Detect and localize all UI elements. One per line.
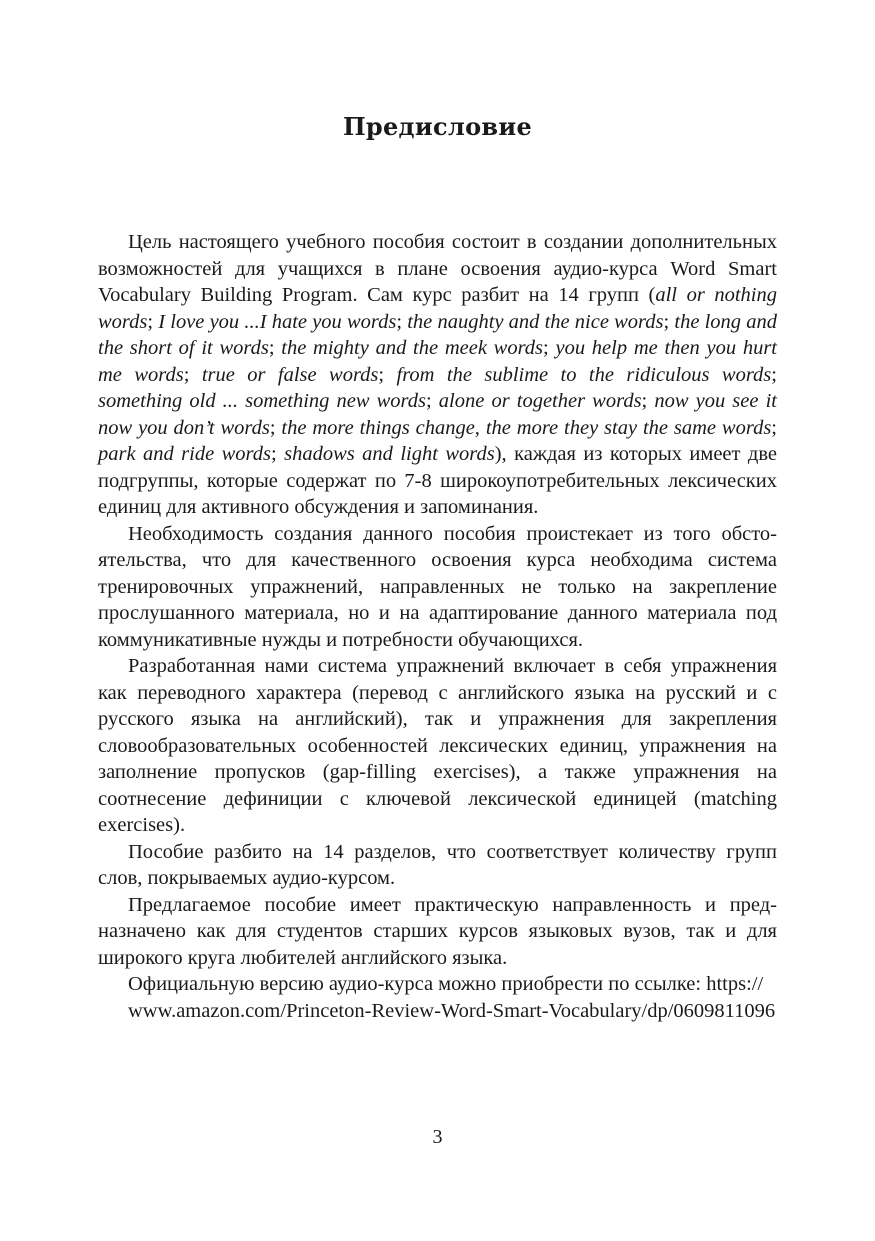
separator: ; (771, 363, 777, 386)
paragraph-text: ), каждая из которых имеет две подгруппы, которые содержат по 7-8 широкоупотребительных лексических единиц для активного обсуждения и запоминания. (98, 443, 777, 518)
purchase-text: Официальную версию аудио-курса можно приобрести по ссылке: https:// (128, 973, 764, 995)
group-name: from the sublime to the ridiculous words (396, 363, 772, 386)
group-name: true or false words (201, 363, 379, 386)
group-name: the more things change, the more they stay the same words (281, 416, 772, 439)
separator: ; (771, 416, 777, 439)
group-name: something old ... something new words (98, 390, 426, 412)
paragraph-audience: Предлагаемое пособие имеет практическую направленность и предназначено как для студентов старших курсов языковых вузов, так и для широкого круга любителей английского языка. (98, 893, 777, 969)
page-number: 3 (432, 1126, 443, 1148)
separator: ; (378, 363, 397, 386)
group-name: the long and the short of it words (98, 310, 777, 359)
preface-body (98, 229, 777, 1024)
separator: ; (663, 310, 675, 333)
separator: ; (426, 390, 439, 412)
paragraph-purchase-link (98, 971, 777, 1024)
group-name: you help me then you hurt me words (98, 337, 777, 386)
paragraph-text: Цель настоящего учебного пособия состоит в создании дополнительных возможностей для учащихся в плане освоения аудио-курса Word Smart Vocabulary Building Program. Сам курс разбит на 14 групп ( (98, 231, 777, 306)
paragraph-exercises: Разработанная нами система упражнений включает в себя упражнения как переводного характера (перевод с английского языка на русский и с русского языка на английский), так и упражнения для закрепления словообразовательных особенностей лексических единиц, упражнения на заполнение пропусков (gap-filling exercises), а также упражнения на соотнесение дефиниции с ключевой лексической единицей (matching exercises). (98, 655, 777, 836)
separator: ; (396, 310, 408, 333)
group-name: alone or together words (438, 390, 642, 412)
page-title: Предисловие (342, 112, 533, 141)
paragraph-rationale: Необходимость создания данного пособия проистекает из того обстоятельства, что для качественного освоения курса необходима система тренировочных упражнений, направленных не только на закрепление прослушанного материала, но и на адаптирование данного материала под коммуникативные нужды и потребности обучающихся. (98, 522, 777, 651)
group-name: park and ride words (98, 443, 271, 465)
group-name: now you see it now you don’t words (98, 390, 777, 439)
separator: ; (270, 443, 285, 465)
group-name: the naughty and the nice words (407, 310, 664, 333)
separator: ; (268, 337, 282, 359)
group-name: the mighty and the meek words (281, 337, 544, 359)
separator: ; (147, 310, 159, 333)
group-name: shadows and light words (284, 443, 495, 465)
separator: ; (183, 363, 202, 386)
separator: ; (543, 337, 556, 359)
paragraph-course-overview (98, 229, 777, 521)
purchase-url[interactable]: www.amazon.com/Princeton-Review-Word-Smart-Vocabulary/dp/0609811096 (128, 999, 776, 1022)
separator: ; (641, 390, 655, 412)
group-name: I love you ...I hate you words (158, 310, 397, 333)
separator: ; (269, 416, 282, 439)
group-name: all or nothing words (98, 284, 778, 333)
paragraph-structure: Пособие разбито на 14 разделов, что соответствует количеству групп слов, покрываемых аудио-курсом. (98, 840, 777, 889)
